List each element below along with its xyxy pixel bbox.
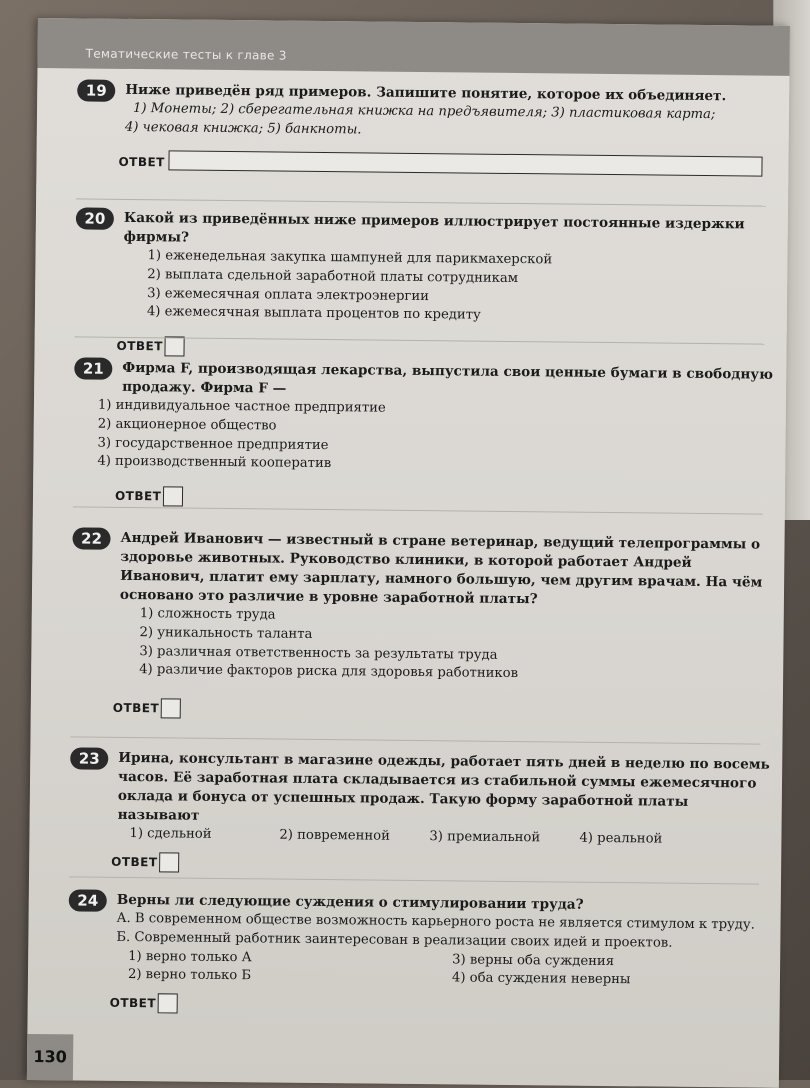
question-23-text: 23 Ирина, консультант в магазине одежды, работает пять дней в неделю по восемь часов. Её заработная плата складывается из стабильной суммы ежемесячного оклада и бонуса от успешных продаж. Такую форму заработной платы называют [70, 748, 771, 831]
separator [76, 198, 766, 206]
question-20-number: 20 [76, 207, 114, 229]
question-24-option-4: 4) оба суждения неверны [451, 970, 631, 988]
question-23-option-1: 1) сдельной [129, 826, 212, 842]
question-24 [68, 890, 769, 1022]
answer-23 [111, 852, 769, 881]
answer-label: ОТВЕТ [112, 701, 160, 716]
question-20-option-4: 4) ежемесячная выплата процентов по кредиту [146, 304, 481, 324]
answer-label: ОТВЕТ [116, 339, 164, 354]
question-22 [71, 528, 773, 727]
question-19 [76, 80, 777, 180]
question-20 [74, 208, 776, 365]
question-21-option-1: 1) индивидуальное частное предприятие [97, 397, 386, 416]
question-20-text: 20 Какой из приведённых ниже примеров иллюстрирует постоянные издержки фирмы? [76, 208, 776, 253]
question-24-option-3: 3) верны оба суждения [452, 951, 615, 969]
answer-22 [113, 698, 771, 727]
answer-label: ОТВЕТ [114, 489, 162, 504]
page-header [37, 18, 789, 76]
question-19-line-2: 4) чековая книжка; 5) банкноты. [124, 119, 362, 138]
question-24-number: 24 [69, 889, 107, 911]
question-22-option-2: 2) уникальность таланта [139, 624, 313, 642]
workbook-page [27, 18, 790, 1088]
question-24-option-2: 2) верно только Б [127, 967, 252, 984]
question-20-option-3: 3) ежемесячная оплата электроэнергии [147, 285, 430, 304]
answer-label: ОТВЕТ [109, 995, 157, 1011]
answer-20-input[interactable] [164, 337, 184, 357]
question-24-statement-a: А. В современном обществе возможность карьерного роста не является стимулом к труду. [116, 910, 755, 933]
question-21-text: 21 Фирма F, производящая лекарства, выпустила свои ценные бумаги в свободную продажу. Фирма F — [74, 358, 774, 403]
question-22-option-1: 1) сложность труда [139, 606, 276, 623]
question-21-option-3: 3) государственное предприятие [97, 435, 329, 453]
question-23-option-3: 3) премиальной [429, 829, 541, 846]
answer-22-input[interactable] [161, 699, 181, 719]
question-19-text: 19 Ниже приведён ряд примеров. Запишите понятие, которое их объединяет. [77, 80, 777, 106]
question-22-option-3: 3) различная ответственность за результаты труда [139, 643, 498, 663]
question-23-option-2: 2) повременной [279, 827, 391, 844]
question-20-option-1: 1) еженедельная закупка шампуней для парикмахерской [147, 248, 553, 268]
answer-21-input[interactable] [163, 487, 183, 507]
answer-23-input[interactable] [159, 852, 179, 872]
question-20-option-2: 2) выплата сдельной заработной платы сотрудникам [147, 266, 519, 286]
question-21-option-2: 2) акционерное общество [97, 416, 277, 434]
question-23-option-4: 4) реальной [579, 830, 663, 847]
question-21-number: 21 [74, 357, 112, 379]
question-19-line-1: 1) Монеты; 2) сберегательная книжка на предъявителя; 3) пластиковая карта; [132, 101, 716, 123]
question-23-number: 23 [70, 747, 108, 769]
question-22-option-4: 4) различие факторов риска для здоровья работников [139, 662, 519, 682]
answer-19 [118, 151, 776, 180]
question-24-option-1: 1) верно только А [128, 948, 252, 965]
question-21 [73, 358, 775, 515]
question-22-text: 22 Андрей Иванович — известный в стране ветеринар, ведущий телепрограммы о здоровье животных. Руководство клиники, в которой работает Андрей Иванович, платит ему зарплату, намного большую, чем другим врачам. На чём основано это различие в уровне заработной платы? [72, 528, 773, 611]
question-21-option-4: 4) производственный кооператив [97, 454, 332, 472]
answer-24-input[interactable] [158, 993, 178, 1013]
separator [70, 736, 760, 744]
question-19-number: 19 [77, 79, 115, 101]
question-24-statement-b: Б. Современный работник заинтересован в реализации своих идей и проектов. [116, 929, 673, 951]
question-24-text: 24 Верны ли следующие суждения о стимулировании труда? [69, 890, 769, 916]
answer-19-input[interactable] [168, 150, 762, 176]
page-number: 130 [27, 1034, 73, 1080]
answer-label: ОТВЕТ [111, 854, 158, 870]
question-23 [69, 748, 770, 880]
answer-label: ОТВЕТ [118, 154, 165, 169]
question-22-number: 22 [72, 527, 110, 549]
answer-24 [110, 993, 768, 1022]
chapter-title: Тематические тесты к главе 3 [85, 46, 287, 63]
